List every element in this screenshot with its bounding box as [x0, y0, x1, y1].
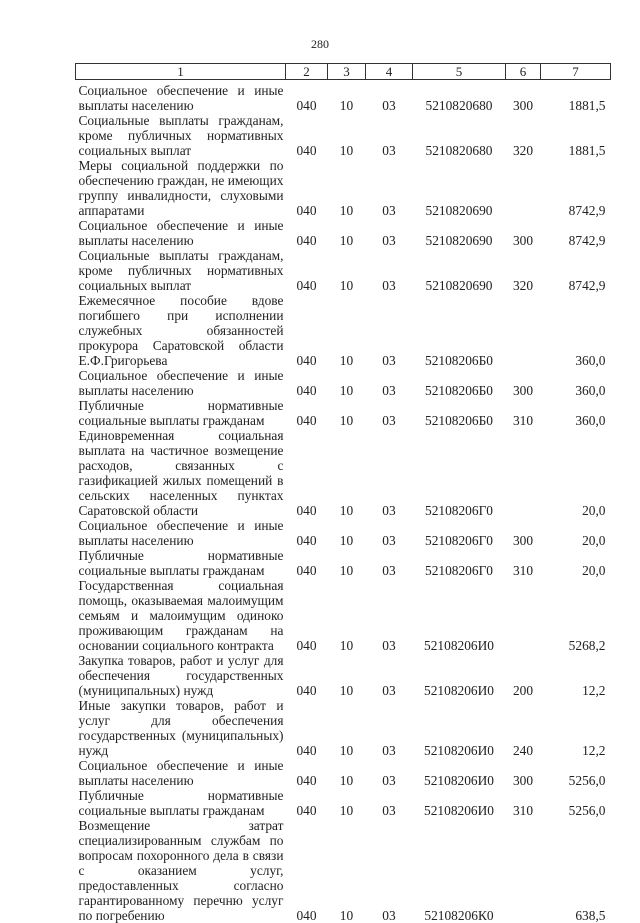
expense-type-code: 300: [512, 98, 534, 113]
row-description: Меры социальной поддержки по обеспечению граждан, не имеющих группу инвалидности, слуховыми аппаратами: [78, 158, 284, 218]
subsection-code: 03: [382, 278, 396, 293]
expense-type-code: [506, 158, 541, 218]
section-code: 10: [339, 533, 354, 548]
table-row: [76, 218, 611, 248]
amount: 1881,5: [568, 98, 606, 113]
target-article-code: 52108206Б0: [425, 353, 493, 368]
amount: 20,0: [582, 563, 606, 578]
ministry-code: 040: [296, 533, 317, 548]
ministry-code: 040: [296, 773, 317, 788]
table-row: [76, 758, 611, 788]
target-article-code: 5210820690: [425, 233, 493, 248]
expense-type-code: 320: [512, 278, 534, 293]
expense-type-code: 300: [512, 233, 534, 248]
subsection-code: 03: [382, 533, 396, 548]
section-code: 10: [339, 743, 354, 758]
row-description: Социальные выплаты гражданам, кроме публичных нормативных социальных выплат: [78, 248, 284, 293]
section-code: 10: [339, 143, 354, 158]
subsection-code: 03: [382, 353, 396, 368]
section-code: 10: [339, 278, 354, 293]
section-code: 10: [339, 773, 354, 788]
row-description: Единовременная социальная выплата на частичное возмещение расходов, связанных с газификацией жилых помещений в сельских населенных пунктах Саратовской области: [78, 428, 284, 518]
expense-type-code: 310: [512, 563, 534, 578]
row-description: Социальные выплаты гражданам, кроме публичных нормативных социальных выплат: [78, 113, 284, 158]
section-code: 10: [339, 563, 354, 578]
column-header-6: 6: [506, 64, 541, 80]
ministry-code: 040: [296, 203, 317, 218]
ministry-code: 040: [296, 383, 317, 398]
subsection-code: 03: [382, 233, 396, 248]
column-header-2: 2: [286, 64, 328, 80]
subsection-code: 03: [382, 908, 396, 923]
row-description: Социальное обеспечение и иные выплаты населению: [78, 368, 284, 398]
expense-type-code: 310: [512, 413, 534, 428]
table-row: [76, 368, 611, 398]
table-row: [76, 158, 611, 218]
row-description: Закупка товаров, работ и услуг для обеспечения государственных (муниципальных) нужд: [78, 653, 284, 698]
target-article-code: 52108206И0: [424, 683, 494, 698]
expense-type-code: [506, 428, 541, 518]
ministry-code: 040: [296, 803, 317, 818]
table-row: [76, 698, 611, 758]
amount: 5256,0: [568, 773, 606, 788]
table-row: [76, 113, 611, 158]
target-article-code: 52108206И0: [424, 803, 494, 818]
amount: 8742,9: [568, 233, 606, 248]
expense-type-code: 320: [512, 143, 534, 158]
ministry-code: 040: [296, 638, 317, 653]
column-header-7: 7: [541, 64, 611, 80]
row-description: Социальное обеспечение и иные выплаты населению: [78, 758, 284, 788]
amount: 638,5: [575, 908, 606, 923]
table-row: [76, 578, 611, 653]
row-description: Социальное обеспечение и иные выплаты населению: [78, 83, 284, 113]
expense-type-code: [506, 818, 541, 923]
subsection-code: 03: [382, 98, 396, 113]
subsection-code: 03: [382, 638, 396, 653]
table-row: [76, 548, 611, 578]
ministry-code: 040: [296, 353, 317, 368]
column-header-4: 4: [366, 64, 413, 80]
amount: 8742,9: [568, 278, 606, 293]
target-article-code: 5210820680: [425, 143, 493, 158]
amount: 20,0: [582, 533, 606, 548]
amount: 12,2: [582, 683, 606, 698]
section-code: 10: [339, 803, 354, 818]
table-row: [76, 248, 611, 293]
section-code: 10: [339, 638, 354, 653]
subsection-code: 03: [382, 803, 396, 818]
ministry-code: 040: [296, 413, 317, 428]
table-row: [76, 653, 611, 698]
table-row: [76, 398, 611, 428]
ministry-code: 040: [296, 143, 317, 158]
subsection-code: 03: [382, 773, 396, 788]
column-header-3: 3: [328, 64, 366, 80]
subsection-code: 03: [382, 203, 396, 218]
expense-type-code: 300: [512, 773, 534, 788]
ministry-code: 040: [296, 743, 317, 758]
ministry-code: 040: [296, 278, 317, 293]
table-row: [76, 818, 611, 923]
row-description: Государственная социальная помощь, оказываемая малоимущим семьям и малоимущим одиноко проживающим гражданам на основании социального контракта: [78, 578, 284, 653]
expense-type-code: [506, 293, 541, 368]
section-code: 10: [339, 413, 354, 428]
ministry-code: 040: [296, 908, 317, 923]
target-article-code: 52108206Б0: [425, 413, 493, 428]
row-description: Публичные нормативные социальные выплаты гражданам: [78, 788, 284, 818]
amount: 1881,5: [568, 143, 606, 158]
ministry-code: 040: [296, 98, 317, 113]
subsection-code: 03: [382, 563, 396, 578]
expense-type-code: 300: [512, 533, 534, 548]
target-article-code: 52108206И0: [424, 773, 494, 788]
ministry-code: 040: [296, 683, 317, 698]
target-article-code: 52108206Г0: [425, 533, 493, 548]
section-code: 10: [339, 503, 354, 518]
target-article-code: 52108206И0: [424, 743, 494, 758]
row-description: Социальное обеспечение и иные выплаты населению: [78, 518, 284, 548]
table-row: [76, 788, 611, 818]
column-header-5: 5: [413, 64, 506, 80]
subsection-code: 03: [382, 413, 396, 428]
ministry-code: 040: [296, 563, 317, 578]
subsection-code: 03: [382, 383, 396, 398]
target-article-code: 5210820690: [425, 278, 493, 293]
target-article-code: 52108206Б0: [425, 383, 493, 398]
amount: 5256,0: [568, 803, 606, 818]
target-article-code: 52108206Г0: [425, 563, 493, 578]
expense-type-code: 240: [512, 743, 534, 758]
budget-table: [75, 63, 611, 923]
amount: 360,0: [575, 413, 606, 428]
row-description: Социальное обеспечение и иные выплаты населению: [78, 218, 284, 248]
ministry-code: 040: [296, 233, 317, 248]
section-code: 10: [339, 353, 354, 368]
row-description: Публичные нормативные социальные выплаты гражданам: [78, 548, 284, 578]
subsection-code: 03: [382, 143, 396, 158]
expense-type-code: 310: [512, 803, 534, 818]
section-code: 10: [339, 233, 354, 248]
table-row: [76, 518, 611, 548]
section-code: 10: [339, 383, 354, 398]
expense-type-code: 300: [512, 383, 534, 398]
row-description: Возмещение затрат специализированным службам по вопросам похоронного дела в связи с оказанием услуг, предоставленных согласно гарантированному перечню услуг по погребению: [78, 818, 284, 923]
amount: 360,0: [575, 383, 606, 398]
subsection-code: 03: [382, 743, 396, 758]
page-number: 280: [311, 37, 329, 51]
amount: 20,0: [582, 503, 606, 518]
table-row: [76, 428, 611, 518]
column-header-1: 1: [76, 64, 286, 80]
section-code: 10: [339, 98, 354, 113]
target-article-code: 5210820680: [425, 98, 493, 113]
row-description: Иные закупки товаров, работ и услуг для обеспечения государственных (муниципальных) нужд: [78, 698, 284, 758]
table-row: [76, 80, 611, 114]
target-article-code: 52108206И0: [424, 638, 494, 653]
section-code: 10: [339, 203, 354, 218]
subsection-code: 03: [382, 503, 396, 518]
amount: 5268,2: [568, 638, 606, 653]
amount: 8742,9: [568, 203, 606, 218]
expense-type-code: [506, 578, 541, 653]
section-code: 10: [339, 908, 354, 923]
section-code: 10: [339, 683, 354, 698]
row-description: Публичные нормативные социальные выплаты гражданам: [78, 398, 284, 428]
target-article-code: 52108206К0: [424, 908, 494, 923]
table-row: [76, 293, 611, 368]
target-article-code: 52108206Г0: [425, 503, 493, 518]
target-article-code: 5210820690: [425, 203, 493, 218]
row-description: Ежемесячное пособие вдове погибшего при исполнении служебных обязанностей прокурора Саратовской области Е.Ф.Григорьева: [78, 293, 284, 368]
subsection-code: 03: [382, 683, 396, 698]
ministry-code: 040: [296, 503, 317, 518]
header-row: [76, 64, 611, 80]
amount: 360,0: [575, 353, 606, 368]
amount: 12,2: [582, 743, 606, 758]
expense-type-code: 200: [512, 683, 534, 698]
